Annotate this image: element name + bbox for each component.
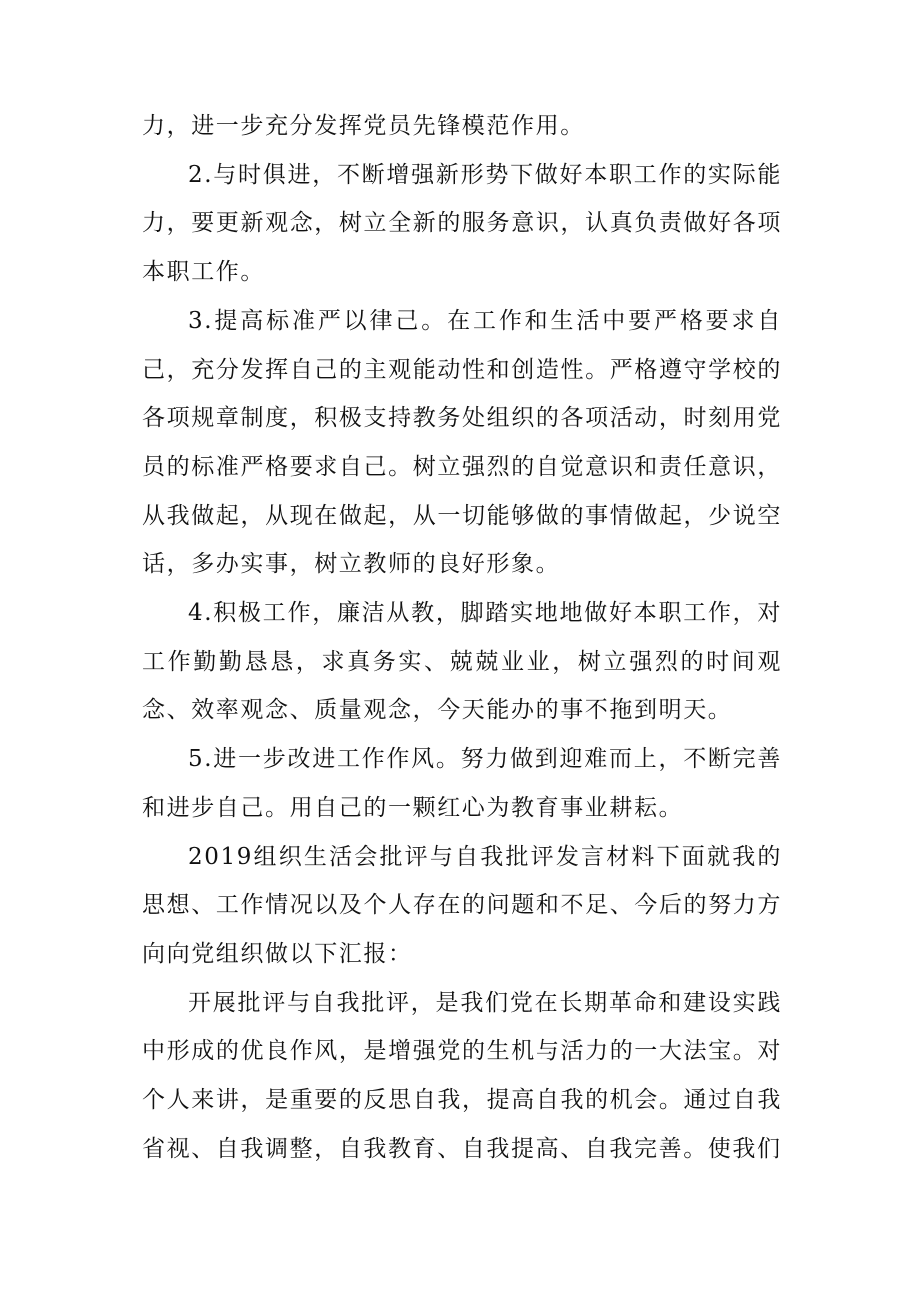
document-body (142, 102, 782, 1173)
paragraph-item-2: 2.与时俱进，不断增强新形势下做好本职工作的实际能力，要更新观念，树立全新的服务意识，认真负责做好各项本职工作。 (142, 161, 782, 286)
paragraph-criticism: 开展批评与自我批评，是我们党在长期革命和建设实践中形成的优良作风，是增强党的生机与活力的一大法宝。对个人来讲，是重要的反思自我，提高自我的机会。通过自我省视、自我调整，自我教育、自我提高、自我完善。使我们 (142, 989, 782, 1162)
paragraph-report-intro: 2019组织生活会批评与自我批评发言材料下面就我的思想、工作情况以及个人存在的问题和不足、今后的努力方向向党组织做以下汇报： (142, 843, 782, 967)
paragraph-item-4: 4.积极工作，廉洁从教，脚踏实地地做好本职工作，对工作勤勤恳恳，求真务实、兢兢业业，树立强烈的时间观念、效率观念、质量观念，今天能办的事不拖到明天。 (142, 600, 782, 724)
paragraph-continuation: 力，进一步充分发挥党员先锋模范作用。 (142, 113, 585, 139)
paragraph-item-5: 5.进一步改进工作作风。努力做到迎难而上，不断完善和进步自己。用自己的一颗红心为教育事业耕耘。 (142, 746, 782, 821)
paragraph-item-3: 3.提高标准严以律己。在工作和生活中要严格要求自己，充分发挥自己的主观能动性和创造性。严格遵守学校的各项规章制度，积极支持教务处组织的各项活动，时刻用党员的标准严格要求自己。树立强烈的自觉意识和责任意识，从我做起，从现在做起，从一切能够做的事情做起，少说空话，多办实事，树立教师的良好形象。 (142, 307, 782, 578)
